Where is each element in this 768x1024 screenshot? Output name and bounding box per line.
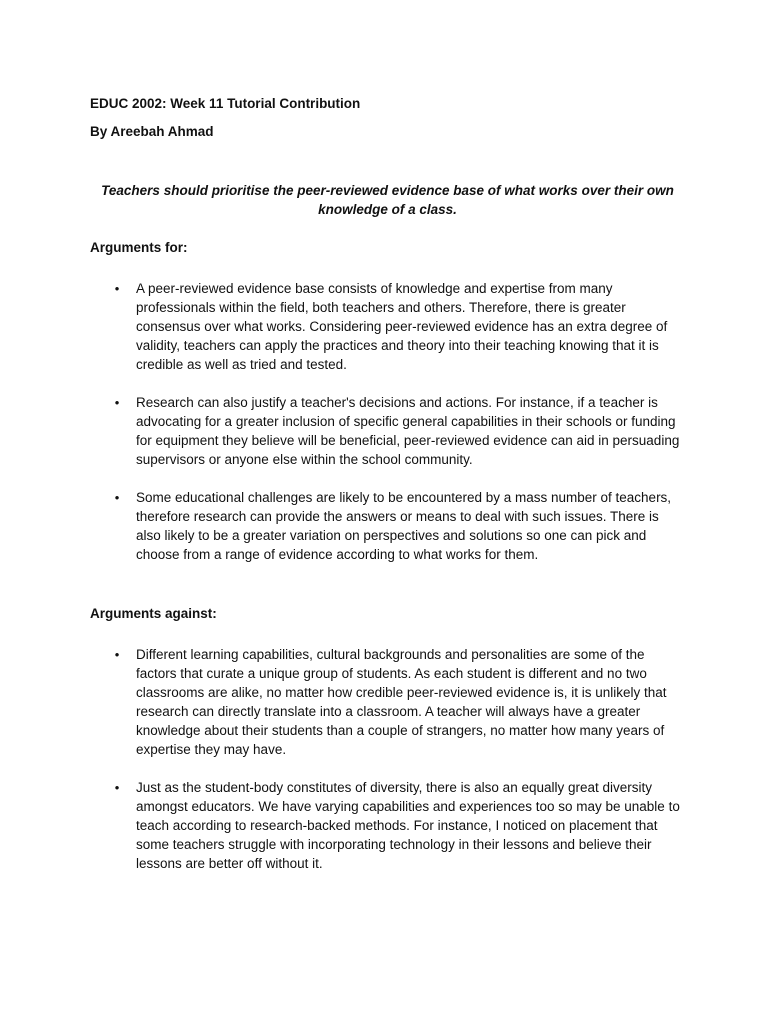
document-body	[90, 94, 685, 892]
list-item	[90, 279, 685, 374]
bullet-icon: •	[114, 490, 120, 505]
list-item	[90, 778, 685, 873]
list-item	[90, 393, 685, 469]
bullet-icon: •	[114, 281, 120, 296]
thesis-statement: Teachers should prioritise the peer-reviewed evidence base of what works over their own knowledge of a class.	[101, 183, 674, 217]
document-author: By Areebah Ahmad	[90, 124, 214, 139]
argument-text: A peer-reviewed evidence base consists of knowledge and expertise from many professionals within the field, both teachers and others. Therefore, there is greater consensus over what works. Considering peer-reviewed evidence has an extra degree of validity, teachers can apply the practices and theory into their teaching knowing that it is credible as well as tried and tested.	[136, 281, 668, 372]
argument-text: Just as the student-body constitutes of diversity, there is also an equally great diversity amongst educators. We have varying capabilities and experiences too so may be unable to teach according to research-backed methods. For instance, I noticed on placement that some teachers struggle with incorporating technology in their lessons and believe their lessons are better off without it.	[136, 780, 680, 871]
argument-text: Research can also justify a teacher's decisions and actions. For instance, if a teacher is advocating for a greater inclusion of specific general capabilities in their schools or funding for equipment they believe will be beneficial, peer-reviewed evidence can aid in persuading supervisors or anyone else within the school community.	[136, 395, 680, 467]
document-title: EDUC 2002: Week 11 Tutorial Contribution	[90, 96, 361, 111]
arguments-for-heading: Arguments for:	[90, 240, 188, 255]
arguments-against-list	[90, 645, 685, 873]
list-item	[90, 488, 685, 564]
argument-text: Different learning capabilities, cultural backgrounds and personalities are some of the factors that curate a unique group of students. As each student is different and no two classrooms are alike, no matter how credible peer-reviewed evidence is, it is unlikely that research can directly translate into a classroom. A teacher will always have a greater knowledge about their students than a couple of strangers, no matter how many years of expertise they may have.	[136, 647, 667, 757]
bullet-icon: •	[114, 395, 120, 410]
arguments-for-list	[90, 279, 685, 564]
list-item	[90, 645, 685, 759]
bullet-icon: •	[114, 780, 120, 795]
argument-text: Some educational challenges are likely to be encountered by a mass number of teachers, therefore research can provide the answers or means to deal with such issues. There is also likely to be a greater variation on perspectives and solutions so one can pick and choose from a range of evidence according to what works for them.	[136, 490, 672, 562]
arguments-against-heading: Arguments against:	[90, 606, 217, 621]
bullet-icon: •	[114, 647, 120, 662]
